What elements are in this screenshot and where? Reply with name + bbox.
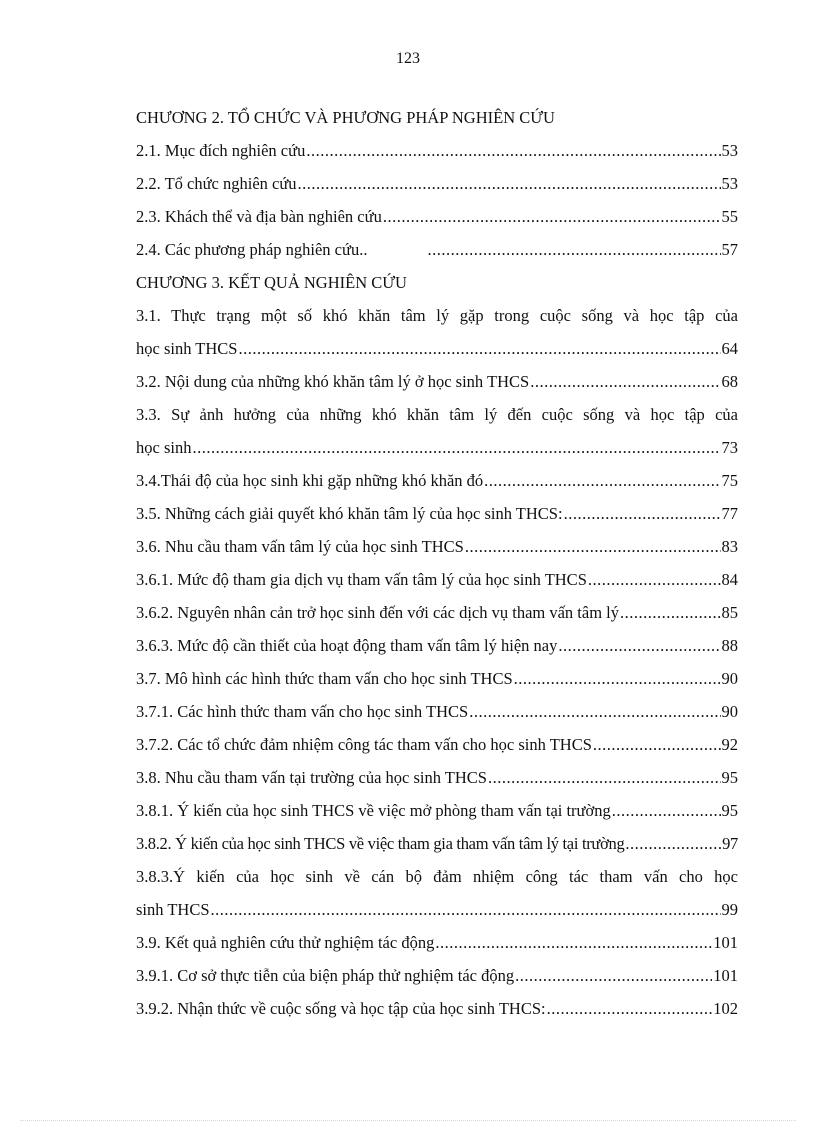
entry-title: 3.2. Nội dung của những khó khăn tâm lý ở học sinh THCS: [136, 372, 530, 391]
entry-title: 2.1. Mục đích nghiên cứu: [136, 141, 306, 160]
entry-page: 73: [721, 438, 738, 457]
entry-title: 3.8.1. Ý kiến của học sinh THCS về việc mở phòng tham vấn tại trường: [136, 801, 611, 820]
dot-leader: [484, 464, 720, 497]
toc-entry-3-6-1: [136, 563, 738, 596]
toc-entry-2-1: [136, 134, 738, 167]
dot-leader: [383, 200, 721, 233]
entry-title: 3.9. Kết quả nghiên cứu thử nghiệm tác động: [136, 933, 435, 952]
entry-page: 75: [721, 471, 738, 490]
toc-entry-2-4: [136, 233, 738, 266]
toc-entry-3-6-3: [136, 629, 738, 662]
entry-page: 95: [721, 768, 738, 787]
toc-entry-3-7-1: [136, 695, 738, 728]
entry-title: 3.8. Nhu cầu tham vấn tại trường của học sinh THCS: [136, 768, 487, 787]
toc-entry-3-9: [136, 926, 738, 959]
entry-page: 64: [721, 339, 738, 358]
entry-title: 3.4.Thái độ của học sinh khi gặp những khó khăn đó: [136, 471, 484, 490]
dot-leader: [211, 893, 721, 926]
dot-leader: [238, 332, 720, 365]
toc-entry-2-2: [136, 167, 738, 200]
dot-leader: [547, 992, 713, 1025]
entry-page: 92: [721, 735, 738, 754]
toc-entry-3-2: [136, 365, 738, 398]
entry-page: 83: [721, 537, 738, 556]
entry-page: 84: [721, 570, 738, 589]
entry-page: 95: [721, 801, 738, 820]
toc-entry-3-3-line2: [136, 431, 738, 464]
dot-leader: [298, 167, 721, 200]
dot-leader: [558, 629, 720, 662]
entry-page: 97: [722, 834, 738, 853]
entry-page: 57: [721, 240, 738, 259]
entry-title: học sinh THCS: [136, 339, 238, 358]
dot-leader: [515, 959, 712, 992]
entry-page: 85: [721, 603, 738, 622]
entry-title: 3.8.2. Ý kiến của học sinh THCS về việc tham gia tham vấn tâm lý tại trường: [136, 834, 625, 853]
dot-leader: [593, 728, 721, 761]
entry-title: 3.6. Nhu cầu tham vấn tâm lý của học sinh THCS: [136, 537, 464, 556]
dot-leader: [469, 695, 720, 728]
dot-leader: [530, 365, 720, 398]
toc-entry-3-3-line1: [136, 398, 738, 431]
bottom-dotted-rule: [20, 1120, 796, 1121]
entry-page: 55: [721, 207, 738, 226]
entry-page: 90: [721, 669, 738, 688]
toc-entry-3-6-2: [136, 596, 738, 629]
toc-entry-3-9-2: [136, 992, 738, 1025]
toc-entry-2-3: [136, 200, 738, 233]
entry-title: 2.2. Tổ chức nghiên cứu: [136, 174, 297, 193]
entry-title: 3.7.2. Các tổ chức đảm nhiệm công tác tham vấn cho học sinh THCS: [136, 735, 592, 754]
toc-entry-3-1-line1: [136, 299, 738, 332]
dot-leader: [625, 827, 721, 860]
entry-page: 90: [721, 702, 738, 721]
entry-title: 3.5. Những cách giải quyết khó khăn tâm lý của học sinh THCS:: [136, 504, 563, 523]
entry-title: 3.7. Mô hình các hình thức tham vấn cho học sinh THCS: [136, 669, 513, 688]
entry-page: 99: [721, 900, 738, 919]
entry-page: 53: [721, 174, 738, 193]
toc-entry-3-7-2: [136, 728, 738, 761]
dot-leader: [488, 761, 721, 794]
entry-page: 68: [721, 372, 738, 391]
toc-entry-3-6: [136, 530, 738, 563]
entry-page: 102: [713, 999, 738, 1018]
dot-leader: [435, 926, 712, 959]
toc-entry-3-8-1: [136, 794, 738, 827]
dot-leader: [612, 794, 721, 827]
dot-leader: [465, 530, 721, 563]
entry-page: 101: [713, 966, 738, 985]
toc-entry-3-8-3-line2: [136, 893, 738, 926]
dot-leader: [192, 431, 720, 464]
chapter-3-heading: CHƯƠNG 3. KẾT QUẢ NGHIÊN CỨU: [136, 273, 407, 292]
toc-entry-3-8: [136, 761, 738, 794]
toc-entry-3-9-1: [136, 959, 738, 992]
toc-entry-3-8-2: [136, 827, 738, 860]
dot-leader: [514, 662, 721, 695]
entry-title: học sinh: [136, 438, 192, 457]
entry-page: 53: [721, 141, 738, 160]
toc-entry-3-5: [136, 497, 738, 530]
entry-title: 3.7.1. Các hình thức tham vấn cho học sinh THCS: [136, 702, 469, 721]
entry-title: 3.9.1. Cơ sở thực tiễn của biện pháp thử nghiệm tác động: [136, 966, 515, 985]
entry-title: 3.1. Thực trạng một số khó khăn tâm lý gặp trong cuộc sống và học tập của: [136, 306, 738, 325]
entry-page: 77: [721, 504, 738, 523]
entry-title: 3.6.2. Nguyên nhân cản trở học sinh đến với các dịch vụ tham vấn tâm lý: [136, 603, 619, 622]
entry-page: 101: [713, 933, 738, 952]
entry-title: sinh THCS: [136, 900, 210, 919]
entry-title: 2.4. Các phương pháp nghiên cứu..: [136, 240, 368, 259]
dot-leader: [427, 233, 720, 266]
entry-title: 3.6.3. Mức độ cần thiết của hoạt động tham vấn tâm lý hiện nay: [136, 636, 558, 655]
chapter-2-heading: CHƯƠNG 2. TỔ CHỨC VÀ PHƯƠNG PHÁP NGHIÊN CỨU: [136, 108, 555, 127]
entry-title: 3.8.3.Ý kiến của học sinh về cán bộ đảm nhiệm công tác tham vấn cho học: [136, 867, 738, 886]
entry-title: 3.9.2. Nhận thức về cuộc sống và học tập của học sinh THCS:: [136, 999, 546, 1018]
table-of-contents: [136, 101, 738, 1025]
dot-leader: [620, 596, 721, 629]
dot-leader: [564, 497, 721, 530]
toc-entry-3-8-3-line1: [136, 860, 738, 893]
entry-title: 3.6.1. Mức độ tham gia dịch vụ tham vấn tâm lý của học sinh THCS: [136, 570, 587, 589]
toc-entry-3-4: [136, 464, 738, 497]
dot-leader: [306, 134, 720, 167]
toc-entry-3-7: [136, 662, 738, 695]
toc-entry-3-1-line2: [136, 332, 738, 365]
page-number: 123: [396, 50, 420, 67]
entry-title: 3.3. Sự ảnh hưởng của những khó khăn tâm lý đến cuộc sống và học tập của: [136, 405, 738, 424]
dot-leader: [588, 563, 721, 596]
entry-title: 2.3. Khách thể và địa bàn nghiên cứu: [136, 207, 382, 226]
entry-page: 88: [721, 636, 738, 655]
